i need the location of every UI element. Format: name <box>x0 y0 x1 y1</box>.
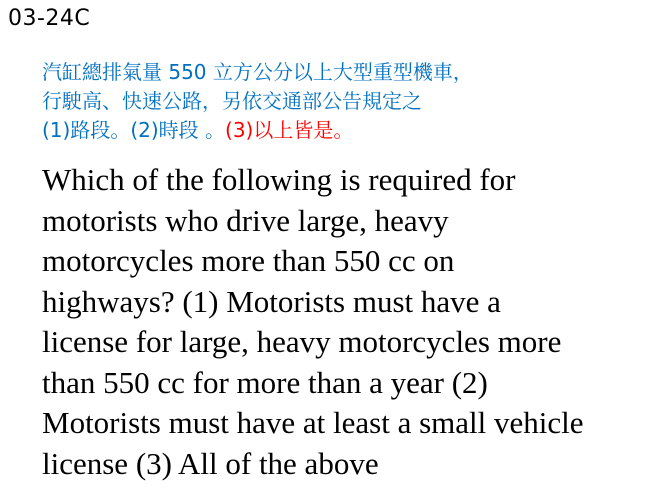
english-line: license (3) All of the above <box>42 445 379 481</box>
english-line: than 550 cc for more than a year (2) <box>42 364 488 400</box>
english-line: Which of the following is required for <box>42 162 516 197</box>
english-line: Motorists must have at least a small vehicle <box>42 405 584 440</box>
chinese-question <box>42 58 662 145</box>
chinese-line-1: 汽缸總排氣量 550 立方公分以上大型重型機車， <box>42 60 473 84</box>
english-line: motorists who drive large, heavy <box>42 202 449 238</box>
english-question <box>42 160 662 484</box>
chinese-line-2: 行駛高、快速公路，另依交通部公告規定之 <box>42 89 422 113</box>
english-line: motorcycles more than 550 cc on <box>42 243 455 278</box>
english-line: highways? (1) Motorists must have a <box>42 283 501 319</box>
chinese-line-3 <box>42 116 662 145</box>
english-line: license for large, heavy motorcycles more <box>42 324 562 359</box>
question-id: 03-24C <box>8 6 91 31</box>
chinese-options: (1)路段。(2)時段 。 <box>42 118 226 142</box>
chinese-answer: (3)以上皆是。 <box>225 118 354 142</box>
